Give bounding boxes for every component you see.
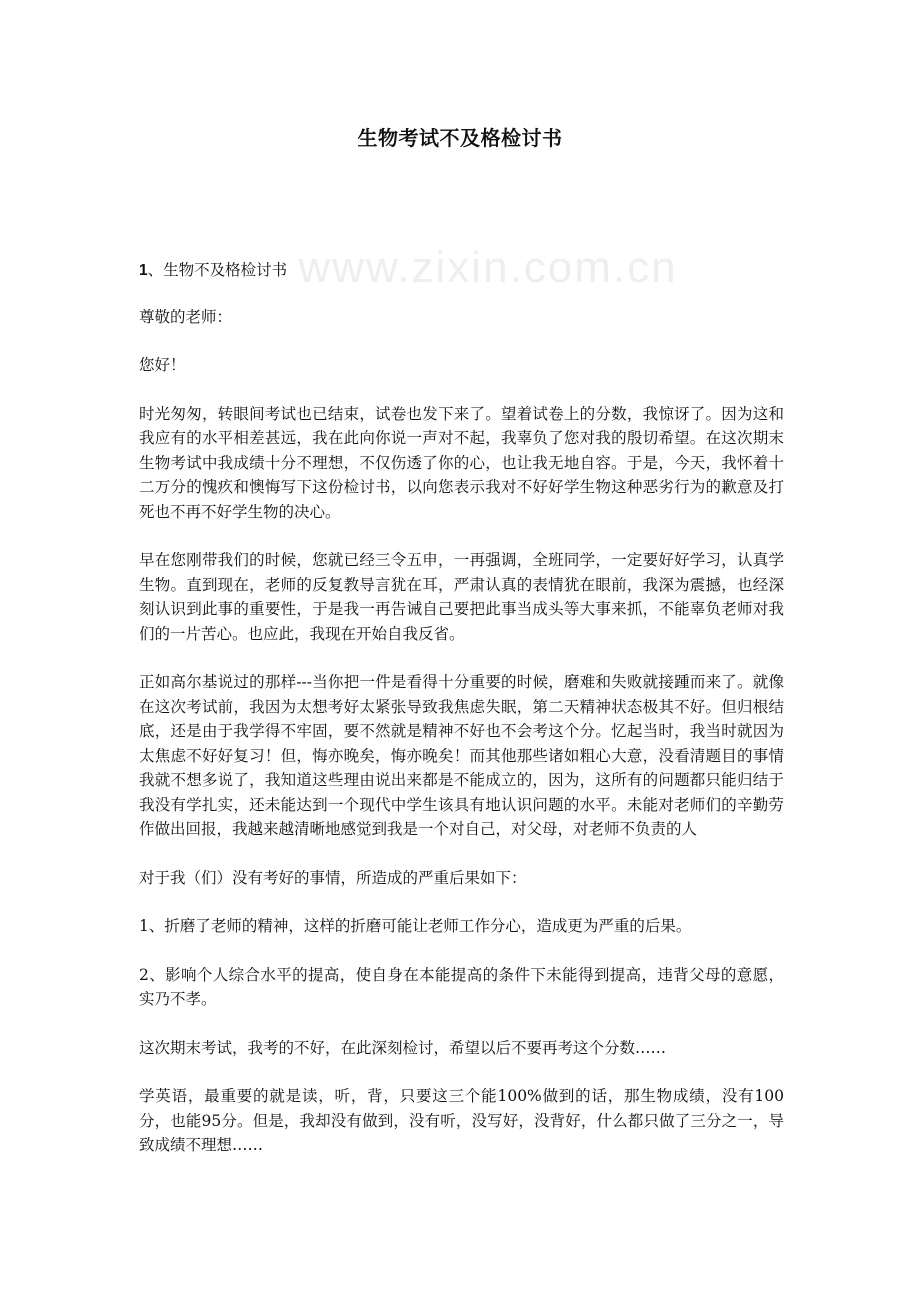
- consequence-item: 2、影响个人综合水平的提高，使自身在本能提高的条件下未能得到提高，违背父母的意愿，实乃不孝。: [139, 965, 784, 1008]
- section-separator: 、: [147, 261, 164, 279]
- body-paragraph: 正如高尔基说过的那样---当你把一件是看得十分重要的时候，磨难和失败就接踵而来了。就像在这次考试前，我因为太想考好太紧张导致我焦虑失眠，第二天精神状态极其不好。但归根结底，还是由于我学得不牢固，要不然就是精神不好也不会考这个分。忆起当时，我当时就因为太焦虑不好好复习！但，悔亦晚矣，悔亦晚矣！而其他那些诸如粗心大意，没看清题目的事情我就不想多说了，我知道这些理由说出来都是不能成立的，因为，这所有的问题都只能归结于我没有学扎实，还未能达到一个现代中学生该具有地认识问题的水平。未能对老师们的辛勤劳作做出回报，我越来越清晰地感觉到我是一个对自己，对父母，对老师不负责的人: [139, 673, 784, 838]
- body-paragraph: 早在您刚带我们的时候，您就已经三令五申，一再强调，全班同学，一定要好好学习，认真学生物。直到现在，老师的反复教导言犹在耳，严肃认真的表情犹在眼前，我深为震撼，也经深刻认识到此事的重要性，于是我一再告诫自己要把此事当成头等大事来抓，不能辜负老师对我们的一片苦心。也应此，我现在开始自我反省。: [139, 551, 784, 643]
- consequences-intro: 对于我（们）没有考好的事情，所造成的严重后果如下：: [139, 868, 527, 887]
- body-paragraph: 学英语，最重要的就是读，听，背，只要这三个能100%做到的话，那生物成绩，没有100分，也能95分。但是，我却没有做到，没有听，没写好，没背好，什么都只做了三分之一，导致成绩不理想……: [139, 1087, 784, 1154]
- document-title: 生物考试不及格检讨书: [357, 126, 563, 150]
- section-number: 1: [139, 262, 148, 279]
- document-body: [139, 258, 784, 1182]
- salutation: 尊敬的老师：: [139, 307, 233, 326]
- body-paragraph: 时光匆匆，转眼间考试也已结束，试卷也发下来了。望着试卷上的分数，我惊讶了。因为这和我应有的水平相差甚远，我在此向你说一声对不起，我辜负了您对我的殷切希望。在这次期末生物考试中我成绩十分不理想，不仅伤透了你的心，也让我无地自容。于是，今天，我怀着十二万分的愧疚和懊悔写下这份检讨书，以向您表示我对不好好学生物这种恶劣行为的歉意及打死也不再不好学生物的决心。: [139, 404, 784, 521]
- section-heading-text: 生物不及格检讨书: [163, 261, 288, 279]
- consequence-item: 1、折磨了老师的精神，这样的折磨可能让老师工作分心，造成更为严重的后果。: [139, 917, 692, 935]
- watermark-label: www.zixin.com.cn: [298, 243, 678, 292]
- section-heading: [139, 258, 784, 284]
- body-paragraph: 这次期末考试，我考的不好，在此深刻检讨，希望以后不要再考这个分数……: [139, 1038, 667, 1057]
- greeting: 您好！: [139, 356, 186, 374]
